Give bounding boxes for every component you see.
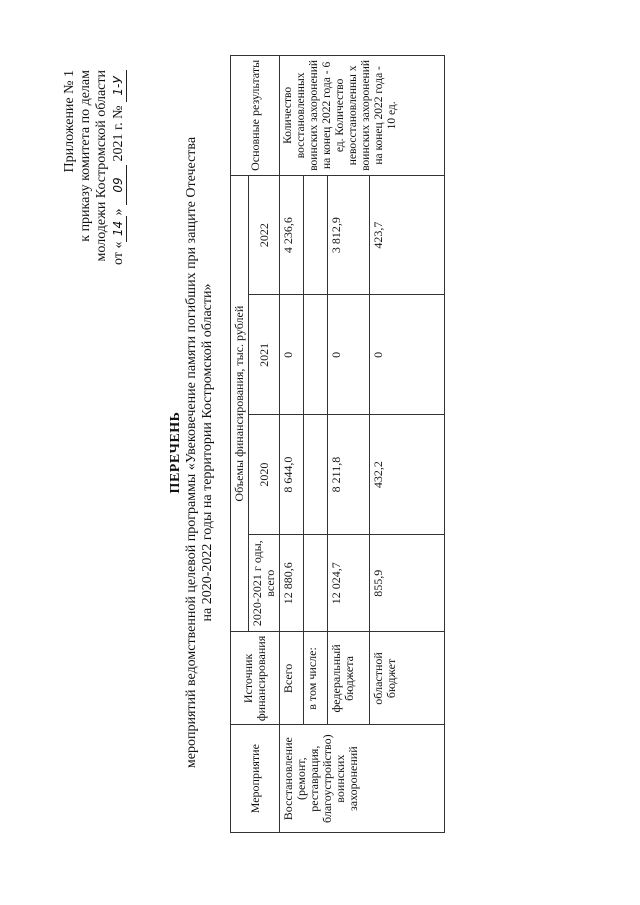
y2021-cell [304, 295, 328, 415]
y2022-cell [304, 175, 328, 295]
header-activity: Мероприятие [231, 725, 280, 833]
table-header-row [231, 56, 249, 833]
title-line-2: на 2020-2022 годы на территории Костромской области» [200, 283, 215, 622]
header-total: 2020-2021 г оды, всего [249, 534, 280, 632]
table-row [280, 56, 304, 833]
appendix-number: Приложение № 1 [62, 70, 77, 173]
document-title [168, 0, 216, 905]
source-cell: федеральный бюджета [328, 632, 370, 725]
header-2022: 2022 [249, 175, 280, 295]
total-cell: 12 024,7 [328, 534, 370, 632]
y2020-cell: 432,2 [370, 415, 445, 535]
year-label: 2021 г. № [111, 105, 126, 162]
header-volumes: Объемы финансирования, тыс. рублей [231, 175, 249, 632]
activity-cell: Восстановление (ремонт, реставрация, благоустройство) воинских захоронений [280, 725, 445, 833]
total-cell: 12 880,6 [280, 534, 304, 632]
y2020-cell: 8 644,0 [280, 415, 304, 535]
funding-table [230, 55, 445, 833]
y2022-cell: 4 236,6 [280, 175, 304, 295]
source-cell: в том числе: [304, 632, 328, 725]
header-results: Основные результаты [231, 56, 280, 176]
handwritten-month: 09 [110, 165, 127, 205]
handwritten-number: 1-У [110, 70, 127, 102]
source-cell: областной бюджет [370, 632, 445, 725]
total-cell: 855,9 [370, 534, 445, 632]
total-cell [304, 534, 328, 632]
handwritten-day: 14 [110, 216, 127, 242]
y2021-cell: 0 [328, 295, 370, 415]
y2022-cell: 3 812,9 [328, 175, 370, 295]
close-quote: » [111, 208, 126, 216]
y2022-cell: 423,7 [370, 175, 445, 295]
results-cell: Количество восстановленных воинских захоронений на конец 2022 года - 6 ед. Количество невосстановленны х воинских захоронений на конец 2022 года - 10 ед. [280, 56, 445, 176]
header-source: Источник финансирования [231, 632, 280, 725]
header-2021: 2021 [249, 295, 280, 415]
appendix-date-line [110, 70, 127, 265]
y2021-cell: 0 [370, 295, 445, 415]
appendix-header [62, 70, 127, 265]
y2021-cell: 0 [280, 295, 304, 415]
from-label: от « [111, 241, 126, 265]
y2020-cell [304, 415, 328, 535]
y2020-cell: 8 211,8 [328, 415, 370, 535]
source-cell: Всего [280, 632, 304, 725]
appendix-order-ref: к приказу комитета по делам [78, 70, 93, 242]
appendix-committee: молодежи Костромской области [94, 70, 109, 262]
title-line-1: мероприятий ведомственной целевой программы «Увековечение памяти погибших при защите Отечества [184, 136, 199, 769]
title-heading: ПЕРЕЧЕНЬ [168, 411, 183, 494]
header-2020: 2020 [249, 415, 280, 535]
